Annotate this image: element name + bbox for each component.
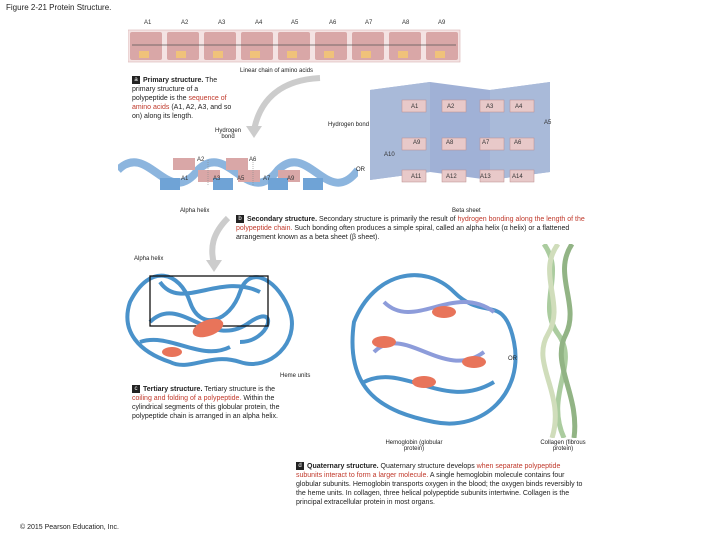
aa-label-a6: A6	[329, 20, 337, 26]
copyright: © 2015 Pearson Education, Inc.	[20, 524, 119, 531]
helix-label-a1: A1	[181, 176, 189, 182]
aa-label-a2: A2	[181, 20, 189, 26]
helix-label-a3: A3	[213, 176, 221, 182]
secondary-structure-panel	[236, 215, 606, 242]
hemoglobin-diagram	[334, 262, 524, 438]
tertiary-heading: Tertiary structure.	[143, 386, 203, 393]
helix-label-a2: A2	[197, 157, 205, 163]
badge-b: b	[236, 215, 244, 223]
tertiary-protein-diagram	[120, 262, 320, 382]
secondary-text2: Such bonding often produces a simple spiral, called an alpha helix (α helix) or a flattened arrangement known as a beta sheet (β sheet).	[236, 225, 570, 241]
quaternary-text1: Quaternary structure develops	[380, 463, 475, 470]
aa-label-a4: A4	[255, 20, 263, 26]
helix-label-a7: A7	[263, 176, 271, 182]
badge-d: d	[296, 462, 304, 470]
sheet-label-a14: A14	[512, 174, 523, 180]
amino-acid-chain	[128, 28, 468, 64]
primary-highlight: sequence of amino acids	[132, 95, 227, 111]
aa-label-a5: A5	[291, 20, 299, 26]
curved-arrow-top	[240, 70, 330, 140]
aa-label-a8: A8	[402, 20, 410, 26]
sheet-label-a9: A9	[413, 140, 421, 146]
primary-text1: The primary structure of a polypeptide is the	[132, 77, 218, 102]
primary-structure-panel	[132, 76, 232, 121]
helix-label-a6: A6	[249, 157, 257, 163]
secondary-heading: Secondary structure.	[247, 216, 318, 223]
beta-sheet-diagram	[360, 80, 560, 200]
aa-label-a9: A9	[438, 20, 446, 26]
sheet-label-a11: A11	[411, 174, 422, 180]
sheet-label-a13: A13	[480, 174, 491, 180]
or-label-top: OR	[356, 167, 365, 173]
aa-label-a1: A1	[144, 20, 152, 26]
tertiary-highlight: coiling and folding of a polypeptide.	[132, 395, 242, 402]
quaternary-structure-panel	[296, 462, 588, 507]
helix-label-a5: A5	[237, 176, 245, 182]
aa-label-a3: A3	[218, 20, 226, 26]
hydrogen-bond-label-left: Hydrogen bond	[214, 128, 241, 140]
secondary-text1: Secondary structure is primarily the result of	[318, 216, 456, 223]
sheet-label-a3: A3	[486, 104, 494, 110]
beta-sheet-label: Beta sheet	[452, 208, 481, 214]
quaternary-text2: A single hemoglobin molecule contains four globular subunits. Hemoglobin transports oxygen in the blood; the oxygen binds reversibly to the heme units. In collagen, three helical polypeptide subunits intertwine. Collagen is the principal extracellular protein in most organs.	[296, 472, 583, 506]
heme-units-label: Heme units	[280, 373, 311, 379]
hydrogen-bond-label-right: Hydrogen bond	[328, 122, 370, 128]
sheet-label-a1: A1	[411, 104, 419, 110]
sheet-label-a10: A10	[384, 152, 395, 158]
figure-title: Figure 2-21 Protein Structure.	[6, 3, 112, 12]
quaternary-heading: Quaternary structure.	[307, 463, 379, 470]
helix-label-a9: A9	[287, 176, 295, 182]
primary-text2: (A1, A2, A3, and so on) along its length.	[132, 104, 232, 120]
sheet-label-a6: A6	[514, 140, 522, 146]
sheet-label-a4: A4	[515, 104, 523, 110]
tertiary-text2: Within the cylindrical segments of this globular protein, the polypeptide chain is arranged in an alpha helix.	[132, 395, 280, 420]
sheet-label-a8: A8	[446, 140, 454, 146]
primary-heading: Primary structure.	[143, 77, 204, 84]
alpha-helix-label-top: Alpha helix	[180, 208, 210, 214]
alpha-helix-label-bottom: Alpha helix	[134, 256, 164, 262]
badge-c: c	[132, 385, 140, 393]
sheet-label-a7: A7	[482, 140, 490, 146]
collagen-label: Collagen (fibrous protein)	[540, 440, 586, 452]
badge-a: a	[132, 76, 140, 84]
quaternary-highlight: when separate polypeptide subunits interact to form a larger molecule.	[296, 463, 561, 479]
sheet-label-a5: A5	[544, 120, 552, 126]
tertiary-structure-panel	[132, 385, 282, 421]
secondary-highlight: hydrogen bonding along the length of the polypeptide chain.	[236, 216, 585, 232]
sheet-label-a2: A2	[447, 104, 455, 110]
chain-caption: Linear chain of amino acids	[240, 68, 314, 74]
collagen-diagram	[536, 244, 586, 438]
aa-label-a7: A7	[365, 20, 373, 26]
or-label-bottom: OR	[508, 356, 517, 362]
sheet-label-a12: A12	[446, 174, 457, 180]
hemoglobin-label: Hemoglobin (globular protein)	[385, 440, 443, 452]
tertiary-text1: Tertiary structure is the	[204, 386, 276, 393]
